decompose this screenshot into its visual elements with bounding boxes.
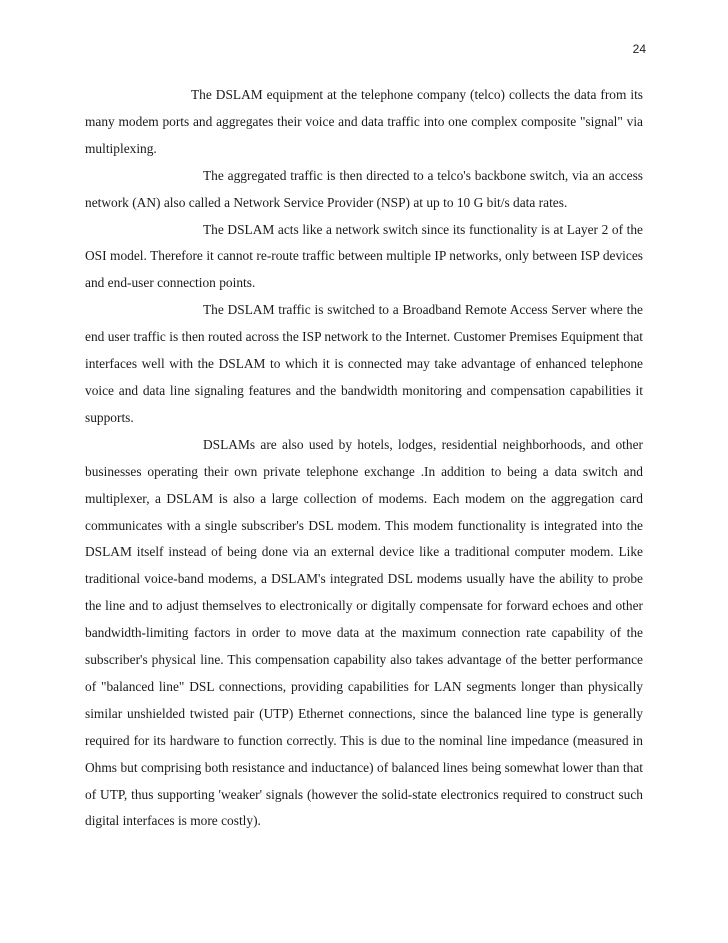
page-number: 24 [632, 42, 646, 56]
document-body [85, 82, 643, 835]
paragraph-dslam-collects: The DSLAM equipment at the telephone company (telco) collects the data from its many modem ports and aggregates their voice and data traffic into one complex composite "signal" via multiplexing. [85, 87, 643, 156]
paragraph-aggregated-traffic: The aggregated traffic is then directed to a telco's backbone switch, via an access network (AN) also called a Network Service Provider (NSP) at up to 10 G bit/s data rates. [85, 167, 643, 210]
paragraph-network-switch: The DSLAM acts like a network switch since its functionality is at Layer 2 of the OSI model. Therefore it cannot re-route traffic between multiple IP networks, only between ISP devices and end-user connection points. [85, 221, 643, 291]
paragraph-bras: The DSLAM traffic is switched to a Broadband Remote Access Server where the end user traffic is then routed across the ISP network to the Internet. Customer Premises Equipment that interfaces well with the DSLAM to which it is connected may take advantage of enhanced telephone voice and data line signaling features and the bandwidth monitoring and compensation capabilities it supports. [85, 302, 643, 425]
paragraph-dslam-uses: DSLAMs are also used by hotels, lodges, residential neighborhoods, and other businesses operating their own private telephone exchange .In addition to being a data switch and multiplexer, a DSLAM is also a large collection of modems. Each modem on the aggregation card communicates with a single subscriber's DSL modem. This modem functionality is integrated into the DSLAM itself instead of being done via an external device like a traditional computer modem. Like traditional voice-band modems, a DSLAM's integrated DSL modems usually have the ability to probe the line and to adjust themselves to electronically or digitally compensate for forward echoes and other bandwidth-limiting factors in order to move data at the maximum connection rate capability of the subscriber's physical line. This compensation capability also takes advantage of the better performance of "balanced line" DSL connections, providing capabilities for LAN segments longer than physically similar unshielded twisted pair (UTP) Ethernet connections, since the balanced line type is generally required for its hardware to function correctly. This is due to the nominal line impedance (measured in Ohms but comprising both resistance and inductance) of balanced lines being somewhat lower than that of UTP, thus supporting 'weaker' signals (however the solid-state electronics required to construct such digital interfaces is more costly). [85, 436, 643, 829]
